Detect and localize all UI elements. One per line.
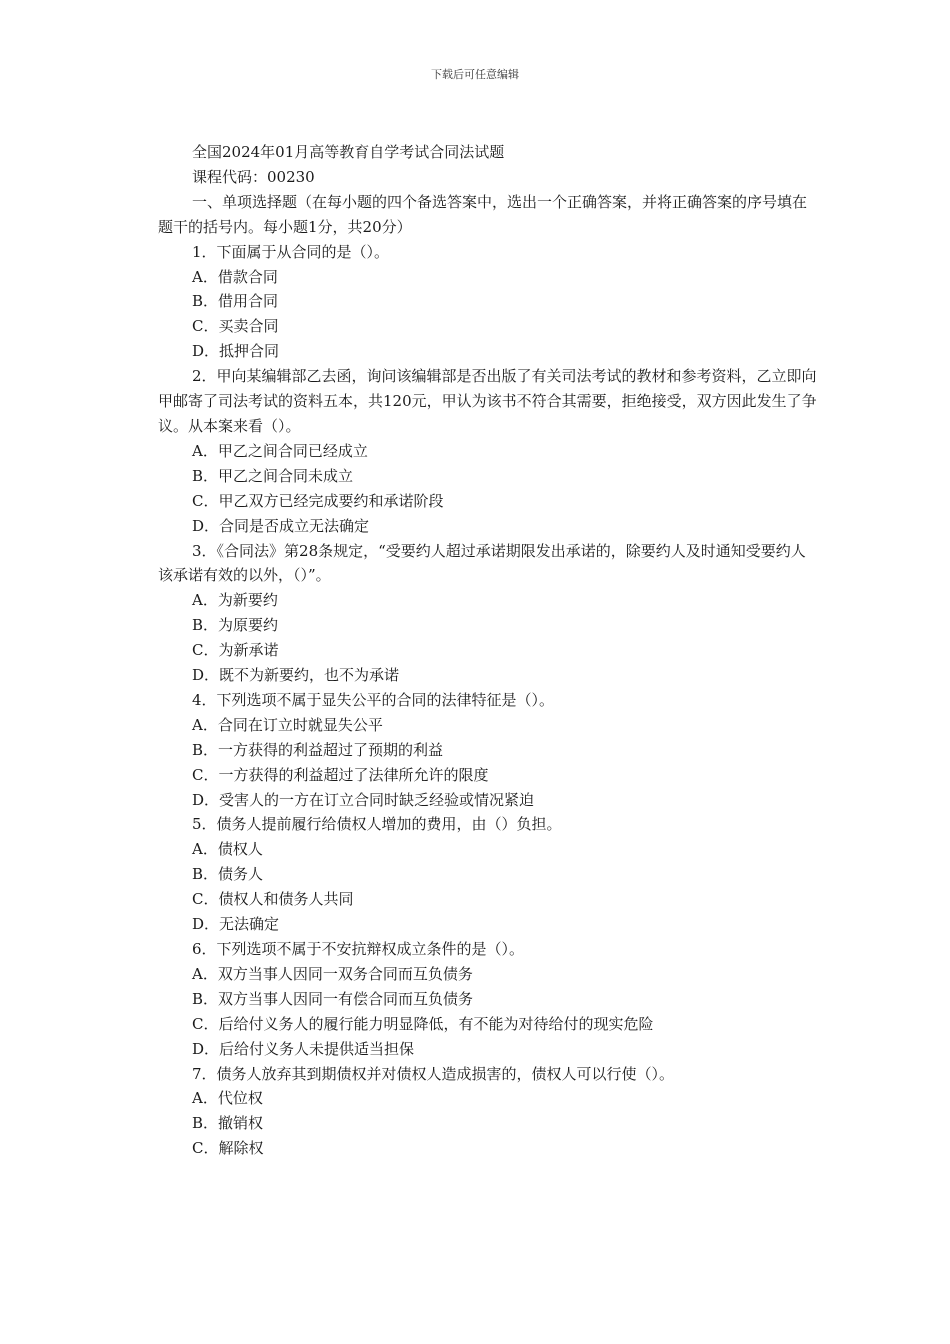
question-item [158,812,818,937]
answer-option: B．双方当事人因同一有偿合同而互负债务 [192,989,474,1008]
answer-option: C．债权人和债务人共同 [192,890,354,909]
page-header: 下载后可任意编辑 [431,68,519,81]
exam-title: 全国2024年01月高等教育自学考试合同法试题 [192,143,505,161]
question-item [158,539,818,688]
answer-option: A．代位权 [192,1089,263,1108]
answer-option: A．合同在订立时就显失公平 [192,715,383,734]
answer-option: B．借用合同 [192,292,279,311]
answer-option: B．一方获得的利益超过了预期的利益 [192,740,444,759]
question-stem: 1．下面属于从合同的是（）。 [192,242,390,261]
answer-option: A．双方当事人因同一双务合同而互负债务 [192,964,473,983]
answer-option: A．甲乙之间合同已经成立 [192,441,368,460]
answer-option: B．甲乙之间合同未成立 [192,466,354,485]
question-stem: 4．下列选项不属于显失公平的合同的法律特征是（）。 [192,690,555,709]
answer-option: A．债权人 [192,840,263,859]
answer-option: C．解除权 [192,1139,264,1158]
question-stem: 3．《合同法》第28条规定，“受要约人超过承诺期限发出承诺的，除要约人及时通知受要约人该承诺有效的以外，（）”。 [158,541,806,585]
question-item [158,937,818,1062]
question-item [158,688,818,813]
question-item [158,364,818,538]
question-stem: 6．下列选项不属于不安抗辩权成立条件的是（）。 [192,940,525,958]
exam-document [158,140,818,1161]
answer-option: C．买卖合同 [192,317,279,336]
question-item [158,1062,818,1162]
answer-option: B．为原要约 [192,616,279,635]
question-stem: 7．债务人放弃其到期债权并对债权人造成损害的，债权人可以行使（）。 [192,1064,675,1083]
answer-option: A．借款合同 [192,267,278,286]
answer-option: B．撤销权 [192,1114,264,1133]
question-item [158,240,818,365]
answer-option: B．债务人 [192,865,264,884]
question-stem: 5．债务人提前履行给债权人增加的费用，由（）负担。 [192,815,562,834]
answer-option: D．受害人的一方在订立合同时缺乏经验或情况紧迫 [192,790,535,809]
answer-option: C．后给付义务人的履行能力明显降低，有不能为对待给付的现实危险 [192,1014,654,1033]
section-intro: 一、单项选择题（在每小题的四个备选答案中，选出一个正确答案，并将正确答案的序号填在题干的括号内。每小题1分，共20分） [158,192,808,236]
answer-option: D．无法确定 [192,915,280,934]
answer-option: D．既不为新要约，也不为承诺 [192,666,400,685]
answer-option: C．甲乙双方已经完成要约和承诺阶段 [192,491,444,510]
answer-option: D．抵押合同 [192,342,280,361]
question-stem: 2．甲向某编辑部乙去函，询问该编辑部是否出版了有关司法考试的教材和参考资料，乙立即向甲邮寄了司法考试的资料五本，共120元，甲认为该书不符合其需要，拒绝接受，双方因此发生了争议。从本案来看（）。 [158,367,817,435]
answer-option: C．一方获得的利益超过了法律所允许的限度 [192,765,489,784]
answer-option: A．为新要约 [192,591,278,610]
course-code: 课程代码：00230 [192,167,315,186]
question-list [158,240,818,1162]
answer-option: C．为新承诺 [192,641,279,660]
answer-option: D．后给付义务人未提供适当担保 [192,1039,415,1058]
answer-option: D．合同是否成立无法确定 [192,516,370,535]
